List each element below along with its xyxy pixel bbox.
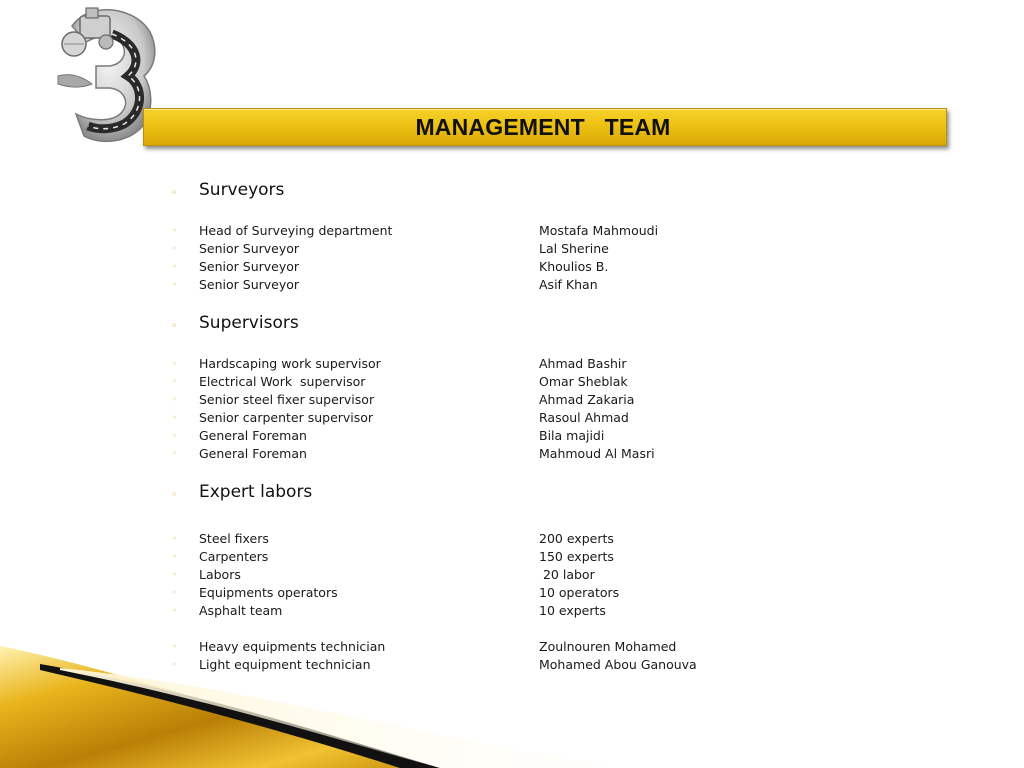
role-label: Carpenters: [199, 549, 269, 564]
section-heading-label: Supervisors: [199, 313, 299, 333]
role-label: Asphalt team: [199, 603, 283, 618]
member-name: Mohamed Abou Ganouva: [539, 657, 697, 672]
gold-swoosh-decoration: [0, 640, 1024, 768]
page-title: MANAGEMENT TEAM: [415, 113, 671, 140]
bullet-icon: ◦: [172, 606, 177, 615]
role-label: Equipments operators: [199, 585, 338, 600]
member-name: Ahmad Bashir: [539, 356, 627, 371]
member-name: Mahmoud Al Masri: [539, 446, 655, 461]
role-label: Hardscaping work supervisor: [199, 356, 381, 371]
role-label: General Foreman: [199, 428, 307, 443]
bullet-icon: ◦: [171, 186, 178, 199]
role-label: Heavy equipments technician: [199, 639, 386, 654]
member-name: Ahmad Zakaria: [539, 392, 635, 407]
member-name: Asif Khan: [539, 277, 598, 292]
role-label: Senior Surveyor: [199, 277, 300, 292]
bullet-icon: ◦: [172, 570, 177, 579]
role-label: Steel fixers: [199, 531, 269, 546]
member-name: Bila majidi: [539, 428, 605, 443]
member-name: 150 experts: [539, 549, 614, 564]
bullet-icon: ◦: [172, 588, 177, 597]
member-name: Khoulios B.: [539, 259, 609, 274]
bullet-icon: ◦: [172, 534, 177, 543]
member-name: Mostafa Mahmoudi: [539, 223, 659, 238]
role-label: Senior carpenter supervisor: [199, 410, 374, 425]
role-label: Electrical Work supervisor: [199, 374, 366, 389]
role-label: Senior Surveyor: [199, 259, 300, 274]
member-name: Zoulnouren Mohamed: [539, 639, 677, 654]
bullet-icon: ◦: [172, 552, 177, 561]
member-name: Omar Sheblak: [539, 374, 628, 389]
bullet-icon: ◦: [172, 413, 177, 422]
section-heading-label: Surveyors: [199, 180, 285, 200]
bullet-icon: ◦: [172, 395, 177, 404]
section-heading-label: Expert labors: [199, 482, 313, 502]
bullet-icon: ◦: [172, 431, 177, 440]
bullet-icon: ◦: [172, 642, 177, 651]
bullet-icon: ◦: [171, 488, 178, 501]
bullet-icon: ◦: [172, 262, 177, 271]
bullet-icon: ◦: [172, 660, 177, 669]
member-name: 20 labor: [539, 567, 595, 582]
member-name: 200 experts: [539, 531, 614, 546]
role-label: Labors: [199, 567, 241, 582]
member-name: 10 operators: [539, 585, 620, 600]
bullet-icon: ◦: [171, 319, 178, 332]
bullet-icon: ◦: [172, 377, 177, 386]
member-name: Rasoul Ahmad: [539, 410, 629, 425]
role-label: General Foreman: [199, 446, 307, 461]
bullet-icon: ◦: [172, 449, 177, 458]
bullet-icon: ◦: [172, 280, 177, 289]
role-label: Light equipment technician: [199, 657, 371, 672]
role-label: Senior Surveyor: [199, 241, 300, 256]
bullet-icon: ◦: [172, 359, 177, 368]
member-name: 10 experts: [539, 603, 606, 618]
member-name: Lal Sherine: [539, 241, 609, 256]
role-label: Senior steel fixer supervisor: [199, 392, 375, 407]
bullet-icon: ◦: [172, 226, 177, 235]
role-label: Head of Surveying department: [199, 223, 393, 238]
bullet-icon: ◦: [172, 244, 177, 253]
